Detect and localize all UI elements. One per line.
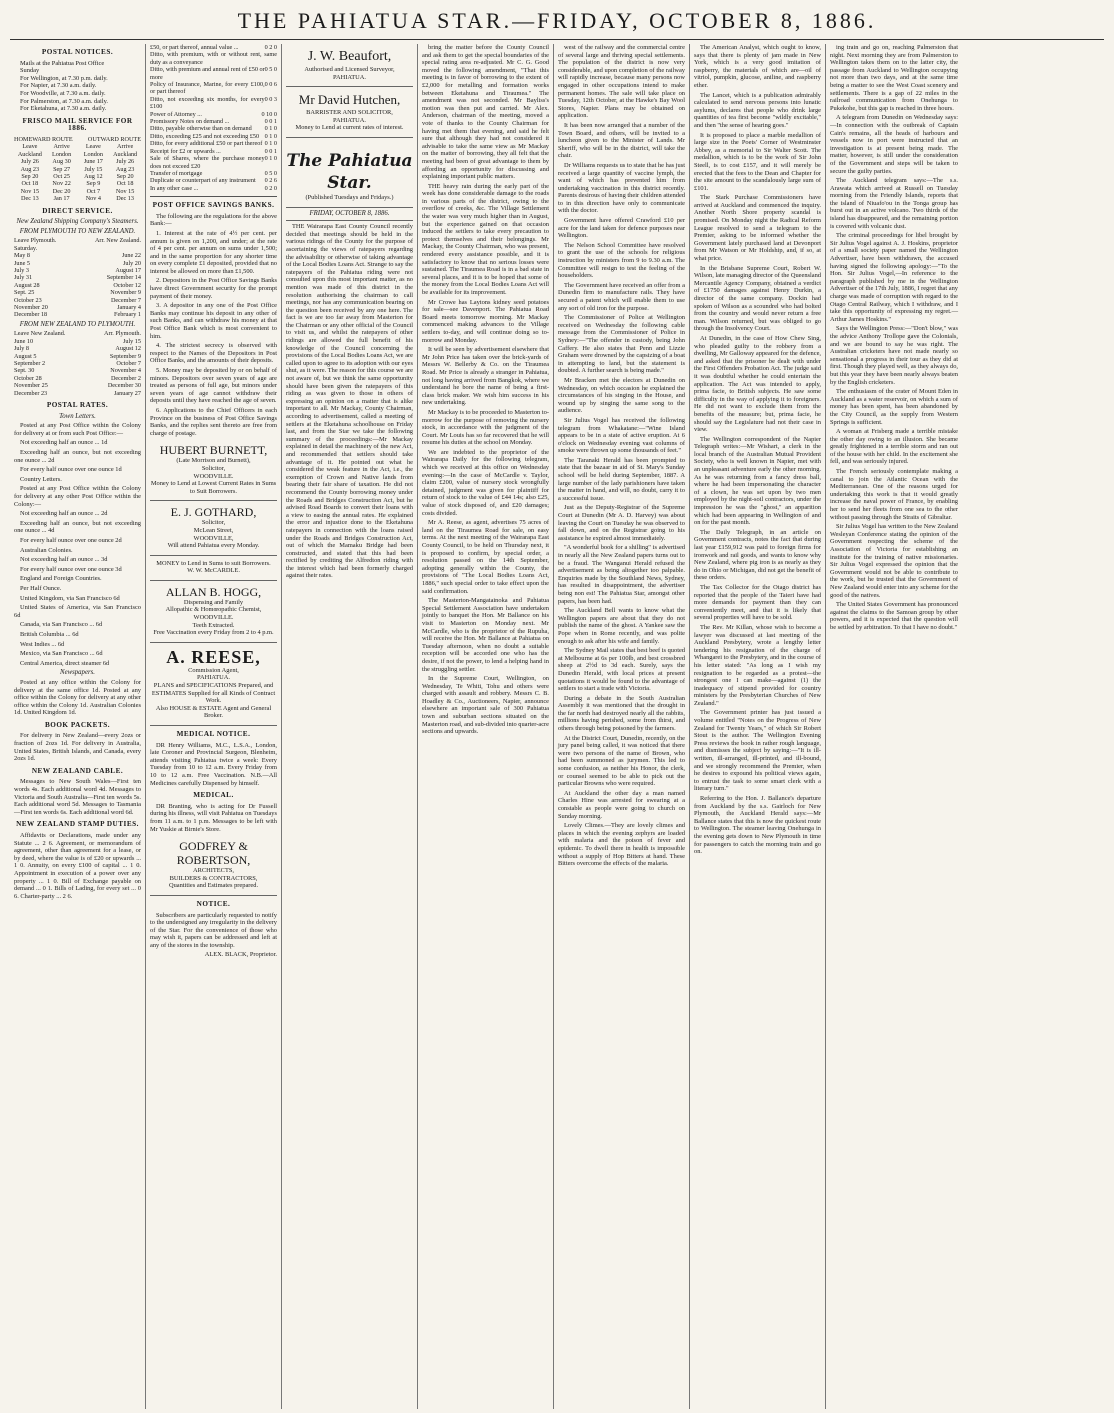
table-cell: July 20 <box>122 259 141 267</box>
table-cell: Jan 17 <box>53 195 70 203</box>
table-row <box>14 311 141 318</box>
col4-para-8: The Masterton-Mangatainoka and Pahiatua Special Settlement Association have undertaken jointly to banquet the Hon. Mr Ballance on his visit to Masterton on Monday next. Mr McCardle, who is the proprietor of the Rupuha, will receive the Hon. Mr Ballance at Pahiatua on Tuesday afternoon, when no doubt a suitable reception will be accorded one who has the desire, if not the power, to lend a helping hand in the struggling settler. <box>422 597 549 673</box>
table-row <box>14 237 141 244</box>
table-cell: Saturday. <box>14 244 38 252</box>
table-cell: July 15 <box>84 165 103 173</box>
list-line: For Napier, at 7.30 a.m. daily. <box>20 82 97 90</box>
table-row <box>14 173 141 180</box>
stamp-duties-heading: NEW ZEALAND STAMP DUTIES. <box>16 820 139 829</box>
col5-para-1: west of the railway and the commercial centre of several large and thriving special settlements. The population of the district is now very considerable, and upon completion of the railway will rapidly increase, because many persons now engaged in other occupations intend to make permanent homes. The sale will take place on Tuesday, 12th October, at the Hawke's Bay Wool Stores, Napier. Plans may be obtained on application. <box>558 44 685 120</box>
col4-para-1: bring the matter before the County Council and ask them to get the special boundaries of the special rating area re-adjusted. Mr C. G. Good moved the following amendment, "That this meeting is in favor of borrowing to the extent of £2,000 for metalling and formation works between Eketahuna and Tiraumea." The amendment was not seconded. Mr Bayliss's motion was then put and carried. Mr Alex. Anderson, chairman of the meeting, moved a vote of thanks to the County Chairman for having met them that evening, and said he felt sure that although they had not considered it advisable to take the same view as Mr Mackay on the matter of borrowing, they all felt that the meeting had been of great advantage to them by affording an opportunity for discussing and explaining important public matters. <box>422 44 549 181</box>
paragraph: Canada, via San Francisco ... 6d <box>20 621 103 629</box>
col5-para-4: Government have offered Crawford £10 per acre for the land taken for defence purposes near Wellington. <box>558 217 685 240</box>
col7-para-9: Sir Julius Vogel has written to the New Zealand Wesleyan Conference stating the opinion of the Government respecting the scheme of the Association of Victoria for establishing an institute for the training of native missionaries. Sir Julius Vogel expressed the opinion that the Government would not be able to contribute to the work, but he trusted that the Government of New Zealand would enter into any scheme for the good of the natives. <box>830 523 958 599</box>
table-row <box>150 96 277 111</box>
postal-notices-heading: POSTAL NOTICES. <box>41 48 114 56</box>
table-cell: Aug 23 <box>115 165 135 173</box>
col6-para-11: The Government printer has just issued a volume entitled "Notes on the Progress of New Zealand for Twenty Years," of which Sir Robert Stout is the author. The Wellington Evening Press reviews the book in rather rough language, and dismisses the subject by saying:—"It is ill-written, ill-arranged, ill-printed, and ill-bound, and we strongly recommend the Premier, when he desires to expound his political views again, to entrust the task to some smart clerk with a literary turn." <box>694 709 821 793</box>
table-cell: January 4 <box>117 304 141 312</box>
table-cell: June 17 <box>83 158 103 166</box>
cable-text: Messages to New South Wales—First ten words 4s. Each additional word 4d. Messages to Victoria and South Australia—First ten words 5s. Each additional word 5d. Messages to Tasmania—First ten words 6s. Each additional word 6d. <box>14 778 141 816</box>
table-cell: Auckland <box>17 150 42 158</box>
column-5 <box>554 44 690 1409</box>
col5-para-11: Just as the Deputy-Registrar of the Supreme Court at Dunedin (Mr A. D. Harvey) was about leaving the Court on Tuesday he was observed to fall down, and on the Registrar going to his assistance he expired almost immediately. <box>558 504 685 542</box>
table-cell: Auckland <box>113 150 138 158</box>
table-row <box>14 345 141 352</box>
column-2 <box>146 44 282 1409</box>
paragraph: West Indies ... 6d <box>20 640 65 648</box>
editorial: THE Wairarapa East County Council recently decided that meetings should be held in the various ridings of the County for the purpose of ascertaining the views of ratepayers regarding the advisability or otherwise of taking advantage of the Local Bodies Loans Act. Strange to say the ratepayers of the Pahiatua riding were not consulted upon this most important matter, as no mention was made of this district in the resolution authorising the chairman to call meetings, nor has any communication bearing on the question been received by any one here. The fact is we are too far away from Masterton for the Chairman or any other official of the Council to visit us, and whilst the ratepayers of other ridings are allowed the full benefit of his knowledge of the Council concerning the provisions of the Local Bodies Loans Act, we are called upon to agree to its adoption with our eyes shut, as it were. The reason for this course we are not aware of, but we think the same opportunity should have been given the ratepayers of this riding as was given to those in others of expressing an opinion on a matter that is alike important to all. Mr Mackay, County Chairman, according to advertisement, called a meeting of settlers at the Eketahuna schoolhouse on Friday last, and from the Star we take the following summary of the proceedings:—Mr Mackay explained in detail the machinery of the new Act, and recommended that settlers should take advantage of it. He pointed out what he considered the weak feature in the Act, i.e., the exemption of Crown and Native lands from bearing their fair share of taxation. He did not recommend the County borrowing money under the Roads and Bridges Construction Act, but he advised Road Boards to convert their loans with a view to easing the annual rates. He explained the error and injustice done to the Eketahuna ratepayers in connection with the loans raised under the Roads and Bridges Construction Act, out of which the Mamaku Bridge had been constructed, and stated that this had been rectified by crediting the Alfredton riding with the interest which had been formerly charged against their rates. <box>286 223 413 580</box>
paragraph: Not exceeding half an ounce ... 1d <box>20 439 108 447</box>
table-cell: Nov 22 <box>52 180 71 188</box>
frisco-header: HOMEWARD ROUTE OUTWARD ROUTE <box>14 135 141 143</box>
paragraph: Mexico, via San Francisco ... 6d <box>20 650 103 658</box>
paragraph: Not exceeding half an ounce ... 2d <box>20 510 108 518</box>
col4-para-6: We are indebted to the proprietor of the Wairarapa Daily for the following telegram, which we received at this office on Wednesday evening:—In the case of McCardle v. Taylor, claim £200, value of nursery stock wrongfully detained, judgment was given for plaintiff for return of stock to the value of £44 14s; also £25, value of stock disposed of, and £20 damages; costs divided. <box>422 448 549 517</box>
list-line: Sunday <box>20 67 40 75</box>
table-cell: October 28 <box>14 374 42 382</box>
stamp-duties-continued <box>150 44 277 192</box>
table-cell: Leave New Zealand. <box>14 330 66 338</box>
table-row <box>14 297 141 304</box>
godfrey-ad: GODFREY & ROBERTSON, ARCHITECTS, BUILDERS & CONTRACTORS, Quantities and Estimates prepared. <box>150 835 277 896</box>
table-cell: Leave <box>22 143 38 151</box>
table-cell: 0 0 1 <box>264 147 277 155</box>
table-row <box>14 245 141 252</box>
column-6 <box>690 44 826 1409</box>
table-cell: 0 1 0 <box>264 140 277 148</box>
nameplate: The Pahiatua Star. <box>286 150 413 193</box>
direct-service-table <box>14 237 141 318</box>
col5-para-2: It has been now arranged that a number of the Town Board, and others, will be invited to a luncheon given to the Minister of Lands. Mr Sheriff, who will be in the district, will take the chair. <box>558 121 685 160</box>
table-cell: Aug 23 <box>20 165 40 173</box>
col7-para-7: A woman at Frisberg made a terrible mistake the other day owing to an illusion. She became greatly frightened in a terrible storm and ran out of the house with her child. In the excitement she fell, and was seriously injured. <box>830 428 958 466</box>
newspapers-text: Posted at any office within the Colony for delivery at the same office 1d. Posted at any office within the Colony for delivery at any other office within the Colony 1d. Australian Colonies 1d. United Kingdom 1d. <box>14 678 141 717</box>
col6-para-3: It is proposed to place a marble medallion of large size in the Poets' Corner of Westminster Abbey, as a memorial to Sir Walter Scott. The medallion, which is to be the work of Sir John Steell, is to cost £157, and it will merely be erected that the fees to the Dean and Chapter for the site amount to the scandalously large sum of £101. <box>694 131 821 192</box>
col5-para-16: At the District Court, Dunedin, recently, on the jury panel being called, it was noticed that there were two persons of the name of Brown, who had been summoned as jurymen. This led to some confusion, as neither his Honor, the clerk, or counsel seemed to be able to pick out the particular Browns who were required. <box>558 734 685 788</box>
table-cell: 0 0 3 <box>264 95 277 103</box>
column-7 <box>826 44 962 1409</box>
table-cell: Oct 18 <box>21 180 39 188</box>
table-cell: July 26 <box>116 158 135 166</box>
table-cell: Dec 13 <box>116 195 134 203</box>
table-row <box>14 382 141 389</box>
table-row <box>14 260 141 267</box>
table-cell: 0 0 1 <box>264 118 277 126</box>
table-cell: Power of Attorney ... <box>150 110 202 118</box>
paragraph: Country Letters. <box>20 475 62 483</box>
paragraph: British Columbia ... 6d <box>20 630 79 638</box>
paragraph: 5. Money may be deposited by or on behalf of minors. Depositors over seven years of age are treated as persons of full age, but minors under seven years of age cannot withdraw their deposits until they have reached the age of seven. <box>150 367 277 405</box>
table-row <box>14 375 141 382</box>
col5-para-9: Sir Julius Vogel has received the following telegram from Whakatane:—"Wine Island appears to be in a state of active eruption. At 6 o'clock on Wednesday evening vast columns of smoke were thrown up some thousands of feet." <box>558 416 685 455</box>
col7-para-6: The enthusiasm of the crater of Mount Eden in Auckland as a water reservoir, on which a sum of money has been spent, has been abandoned by the City Council, as the supply from Western Springs is sufficient. <box>830 388 958 426</box>
table-cell: June 5 <box>14 259 30 267</box>
notice-heading: NOTICE. <box>196 899 231 908</box>
paragraph: The following are the regulations for the above Bank:— <box>150 212 277 228</box>
paragraph: Australian Colonies. <box>20 546 73 554</box>
postal-rates-text <box>14 422 141 667</box>
paragraph: For every half ounce over one ounce 1d <box>20 466 122 474</box>
table-row <box>150 155 277 170</box>
table-cell: Promissory Notes on demand ... <box>150 118 230 126</box>
frisco-heading: FRISCO MAIL SERVICE FOR 1886. <box>22 116 133 133</box>
col6-para-5: In the Brisbane Supreme Court, Robert W. Wilson, late managing director of the Queensland Mercantile Agency Company, obtained a verdict of £1750 damages against Henry Durkin, a director of the same company. Dockin had spoken of Wilson as a scoundrel who had bolted from the country and would never return a free man. Wilson returned, but was obliged to go through the Insolvency Court. <box>694 264 821 333</box>
table-cell: August 28 <box>14 281 40 289</box>
table-cell: Sept. 25 <box>14 289 35 297</box>
table-cell: Leave Plymouth. <box>14 237 57 245</box>
postal-rates-heading: POSTAL RATES. <box>46 401 109 410</box>
table-row <box>150 66 277 81</box>
table-row <box>150 51 277 66</box>
paragraph: United Kingdom, via San Francisco 6d <box>20 594 120 602</box>
list-line: Mails at the Pahiatua Post Office <box>20 59 105 67</box>
table-cell: December 23 <box>14 389 48 397</box>
table-cell: January 27 <box>114 389 141 397</box>
table-cell: August 5 <box>14 352 37 360</box>
col5-para-6: The Government have received an offer from a Dunedin firm to manufacture rails. They have secured a patent which will enable them to use any sort of old iron for the purpose. <box>558 281 685 312</box>
table-cell: July 26 <box>20 158 39 166</box>
table-cell: 0 2 0 <box>264 44 277 51</box>
table-row <box>14 360 141 367</box>
columns <box>10 44 1104 1409</box>
table-cell: December 2 <box>110 374 141 382</box>
col4-para-3: Mr Crowe has Laytons kidney seed potatoes for sale—see Davenport. The Pahiatua Road Board meets tomorrow morning. Mr Mackay commenced making advances to the Village settlers to-day, and will continue doing so to-morrow and Monday. <box>422 298 549 344</box>
paragraph: 4. The strictest secrecy is observed with respect to the Names of the Depositors in Post Office Banks, and the amounts of their deposits. <box>150 342 277 365</box>
table-row <box>150 125 277 132</box>
col4-para-9: In the Supreme Court, Wellington, on Wednesday, Te Whiti, Tohu and others were charged with assault and robbery. Messrs C. B. Hoadley & Co., Auctioneers, Napier, announce elsewhere an important sale of 300 Pahiatua town and suburban sections situated on the Masterton road, and sub-divided into quarter-acre sections and upwards. <box>422 675 549 736</box>
table-cell: July 8 <box>14 345 29 353</box>
table-cell: 0 1 0 <box>264 132 277 140</box>
table-cell: Sept. 30 <box>14 367 35 375</box>
col7-para-8: The French seriously contemplate making a canal to join the Atlantic Ocean with the Mediterranean. One of the reasons urged for undertaking this work is that it would greatly increase the naval power of France, by enabling her to send her fleets from one sea to the other without passing through the Straits of Gibraltar. <box>830 468 958 521</box>
table-cell: July 15 <box>122 337 141 345</box>
table-cell: Sep 20 <box>21 172 39 180</box>
nameplate-sub: (Published Tuesdays and Fridays.) <box>305 193 394 201</box>
table-row <box>14 330 141 337</box>
notice-text: Subscribers are particularly requested to notify to the undersigned any irregularity in the delivery of the Star. For the convenience of those who may wish it, papers can be addressed and left at any of the stores in the township. <box>150 911 277 949</box>
medical-notice-heading: MEDICAL NOTICE. <box>176 730 251 738</box>
list-line: For Woodville, at 7.30 a.m. daily. <box>20 89 106 97</box>
table-cell: August 12 <box>115 345 141 353</box>
paragraph: Per Half Ounce. <box>20 584 62 592</box>
table-cell: 0 10 0 <box>261 110 277 118</box>
table-row <box>14 143 141 150</box>
table-row <box>14 274 141 281</box>
savings-bank-text <box>150 213 277 438</box>
table-row <box>14 151 141 158</box>
table-cell: Aug 30 <box>52 158 71 166</box>
col5-para-12: "A wonderful book for a shilling" is advertised in nearly all the New Zealand papers turns out to be a fraud. The Wanganui Herald refused the advertisement as being altogether too palpable. Enquiries made by the Southland News, Sydney, has resulted in disappointment, the advertiser being non est! The Pahiatua Star, amongst other papers, has been had. <box>558 544 685 605</box>
table-cell: London <box>83 150 103 158</box>
medical-heading: MEDICAL. <box>193 791 234 800</box>
paragraph: Exceeding half an ounce, but not exceeding one ounce ... 4d <box>14 519 141 535</box>
col5-para-8: Mr Bracken met the electors at Dunedin on Wednesday, on which occasion he explained the circumstances of his singing in the House, and wound up by singing the same song to the audience. <box>558 376 685 415</box>
table-cell: February 1 <box>114 311 141 319</box>
table-row <box>150 81 277 96</box>
hutchen-ad: Mr David Hutchen, BARRISTER AND SOLICITOR, PAHIATUA. Money to Lend at current rates of interest. <box>286 87 413 138</box>
col4-para-4: It will be seen by advertisement elsewhere that Mr John Price has taken over the brick-yards of Messrs W. Bellerby & Co. on the Tiraumea Road. Mr Price is already a stranger in Pahiatua, not long having arrived from Bangkok, where we understand he bore the name of being a first-class brick maker. We wish him success in his new undertaking. <box>422 346 549 407</box>
table-cell: Nov 15 <box>115 187 135 195</box>
col7-para-3: The Auckland telegram says:—The s.s. Arawata which arrived at Russell on Tuesday morning from the Friendly Islands, reports that the island of Niuafo'ou in the Tonga group has burst out in an active volcano. Two thirds of the island has disappeared, and the remaining portion is covered with volcanic dust. <box>830 177 958 230</box>
direct-service-heading: DIRECT SERVICE. <box>42 206 113 215</box>
col7-para-1: ing train and go on, reaching Palmerston that night. Next morning they are from Palmerston to Wellington takes them on to the latter city, the passage from Auckland to Wellington occupying not more than two days, and at the same time being a matter to see the West Coast scenery and settlements. There is a gap of 22 miles in the railroad communication from Onehunga to Pukekohe, but this gap is reached in three hours. <box>830 44 958 112</box>
col6-para-2: The Lancet, which is a publication admirably calculated to send nervous persons into lunatic asylums, declares that people who drink large quantities of tea first become "wildly excitable," and then "the sense of hearing goes." <box>694 91 821 129</box>
col6-para-9: The Tax Collector for the Otago district has reported that the people of the Taieri have had more demands for payment than they can conveniently meet, and that it is likely that several properties will have to be sold. <box>694 583 821 622</box>
table-cell: November 20 <box>14 304 48 312</box>
col5-para-7: The Commissioner of Police at Wellington received on Wednesday the following cable message from the Commissioner of Police in Sydney:—"The offender in custody, being John Caffery. He also states that Penn and Lizzie Graham were drowned by the capsizing of a boat in attempting to land, but the statement is doubted. A further search is being made." <box>558 314 685 375</box>
table-cell: June 10 <box>14 337 34 345</box>
table-cell: Ditto, payable otherwise than on demand <box>150 125 252 133</box>
table-row <box>150 44 277 51</box>
col6-para-7: The Wellington correspondent of the Napier Telegraph writes:—Mr Wishart, a clerk in the local branch of the Australian Mutual Provident Society, who is well known in Napier, met with an unpleasant adventure early the other morning. As he was returning from a fancy dress ball, where he had been impersonating the character of a clown, he was set upon by two men employed by the night-soil contractors, under the impression he was the "ghost," an apparition which had been appearing in Wellington of and on for the past month. <box>694 435 821 527</box>
table-cell: Sep 27 <box>53 165 71 173</box>
col5-para-17: At Auckland the other day a man named Charles Hine was arrested for swearing at a constable as people were going to church on Sunday morning. <box>558 789 685 820</box>
mccardle-ad: MONEY to Lend in Sums to suit Borrowers. W. W. McCARDLE. <box>150 556 277 581</box>
paragraph: For every half ounce over one ounce 2d <box>20 537 122 544</box>
col7-para-4: The criminal proceedings for libel brought by Sir Julius Vogel against A. J. Hoskins, proprietor of a small society paper named the Wellington Advertiser, have been withdrawn, the accused having signed the following apology:—"To the Hon. Sir Julius Vogel,—In reference to the paragraph published by me in the Wellington Advertiser of the 17th July, 1886, I regret that any charge was made of corruption with regard to the Otago Central Railway, which I withdraw, and I take this opportunity of expressing my regret.—Arthur James Hoskins." <box>830 232 958 323</box>
col5-para-14: The Sydney Mail states that best beef is quoted at Melbourne at 6s per 100lb, and best crossbred sheep at 2½d to 3d each. Surely, says the Dunedin Herald, with local prices at present quotations it would be found to the advantage of settlers to start a trade with Victoria. <box>558 647 685 693</box>
table-cell: Ditto, with premium, with or without rent, same duty as a conveyance <box>150 51 277 66</box>
table-cell: Oct 25 <box>53 172 70 180</box>
table-cell: Sale of Shares, where the purchase money does not exceed £20 <box>150 155 265 170</box>
table-cell: Sep 9 <box>86 180 101 188</box>
table-cell: October 23 <box>14 296 42 304</box>
table-row <box>14 158 141 165</box>
table-row <box>150 111 277 118</box>
table-cell: Ditto, for every additional £50 or part thereof <box>150 140 263 148</box>
dateline: FRIDAY, OCTOBER 8, 1886. <box>286 210 413 222</box>
table-cell: July 3 <box>14 267 29 274</box>
col5-para-5: The Nelson School Committee have resolved to grant the use of the schools for religious instruction by ministers from 9 to 9.30 a.m. The Committee will resign to test the feeling of the householders. <box>558 241 685 280</box>
notice-sign: ALEX. BLACK, Proprietor. <box>204 951 277 959</box>
table-row <box>14 289 141 296</box>
table-row <box>14 252 141 259</box>
table-cell: Duplicate or counterpart of any instrument <box>150 177 256 185</box>
table-row <box>14 180 141 187</box>
table-cell: November 9 <box>110 289 141 297</box>
table-cell: London <box>52 150 72 158</box>
postal-rates-sub: Town Letters. <box>59 412 96 420</box>
table-cell: 0 5 0 <box>264 169 277 177</box>
table-cell: Oct 7 <box>86 187 101 195</box>
table-row <box>150 140 277 147</box>
table-cell: Ditto, with premium and annual rent of £50 or more <box>150 66 265 81</box>
table-cell: 0 1 0 <box>264 155 277 163</box>
nameplate-block <box>286 138 413 208</box>
table-cell: June 22 <box>121 252 141 260</box>
beaufort-ad: J. W. Beaufort, Authorised and Licensed Surveyor, PAHIATUA. <box>286 44 413 87</box>
table-cell: Arrive <box>117 143 134 151</box>
table-cell: 0 0 6 <box>264 81 277 89</box>
table-cell: Arr. New Zealand. <box>94 237 141 245</box>
table-cell: October 7 <box>116 360 141 368</box>
table-cell: Transfer of mortgage <box>150 169 203 177</box>
table-cell: July 31 <box>14 274 33 282</box>
col4-para-2: THE heavy rain during the early part of the week has done considerable damage to the roads in various parts of the district, owing to the overflow of creeks, &c. The Village Settlement the water was very much higher than in August, but the experience gained on that occasion induced the settlers to take every precaution to protect themselves and their belongings. Mr Mackay, the County Chairman, who was present, rendered every assistance possible, and it is satisfactory to know that no serious losses were sustained. The Tiraumea Road is in a bad state in several places, and it is to be hoped that some of the money from the Local Bodies Loans Act will be available for its improvement. <box>422 182 549 296</box>
return-service-header: FROM NEW ZEALAND TO PLYMOUTH. <box>19 320 136 328</box>
paragraph: United States of America, via San Francisco 6d <box>14 604 141 619</box>
book-packets-heading: BOOK PACKETS. <box>44 720 111 729</box>
paragraph: 2. Depositors in the Post Office Savings Banks have direct Government security for the prompt payment of their money. <box>150 277 277 300</box>
table-cell: Leave <box>85 143 101 151</box>
direct-service-header: FROM PLYMOUTH TO NEW ZEALAND. <box>19 227 136 235</box>
table-row <box>14 353 141 360</box>
table-cell: September 14 <box>106 274 141 282</box>
table-cell: Oct 18 <box>116 180 134 188</box>
paragraph: Not exceeding half an ounce ... 3d <box>20 556 108 564</box>
paragraph: Posted at any Post Office within the Colony for delivery at any other Post Office within the Colony:— <box>14 485 141 508</box>
column-1 <box>10 44 146 1409</box>
return-service-table <box>14 330 141 397</box>
paragraph: For every half ounce over one ounce 3d <box>20 565 122 573</box>
col6-para-1: The American Analyst, which ought to know, says that there is plenty of jam made in New York, which is a very good imitation of raspberry, the materials of which are—oil of vitriol, pumpkin, glucose, aniline, and raspberry ether. <box>694 44 821 89</box>
col7-para-10: The United States Government has pronounced against the claims to the Samoan group by other powers, and it is expected that the question will be settled by arbitration. To that I have no doubt." <box>830 601 958 631</box>
paragraph: 1. Interest at the rate of 4½ per cent. per annum is given on 1,200, and under; at the rate of 4 per cent. per annum on sums under 1,500; and in the same proportion for any shorter time on every complete £1 deposited, provided that no interest be allowed on more than £1,500. <box>150 229 277 275</box>
table-cell: December 18 <box>14 311 48 319</box>
reese-ad: A. REESE, Commission Agent, PAHIATUA. PLANS and SPECIFICATIONS Prepared, and ESTIMATES Supplied for all Kinds of Contract Work. Also HOUSE & ESTATE Agent and General Broker. <box>150 643 277 726</box>
table-cell: Sep 20 <box>116 172 134 180</box>
table-row <box>150 170 277 177</box>
table-row <box>150 177 277 184</box>
table-cell: Arrive <box>53 143 70 151</box>
book-packets-text: For delivery in New Zealand—every 2ozs or fraction of 2ozs 1d. For delivery in Australia, United States, British Islands, and Canada, every 2ozs 1d. <box>14 732 141 763</box>
col7-para-2: A telegram from Dunedin on Wednesday says:—In connection with the outbreak of Captain Cain's remains, all the heads of harbours and vessels now in port were instructed that an investigation is at present being made. The matter, however, is still under the consideration of the Government and steps will be taken to secure the guilty parties. <box>830 114 958 175</box>
col5-para-15: During a debate in the South Australian Assembly it was mentioned that the drought in the far north had destroyed nearly all the rabbits, millions having perished, some from thirst, and others through being poisoned by the farmers. <box>558 694 685 733</box>
frisco-table <box>14 143 141 202</box>
table-row <box>14 367 141 374</box>
col6-para-12: Referring to the Hon. J. Ballance's departure from Auckland by the s.s. Gairloch for New Plymouth, the Auckland Herald says:—Mr Ballance states that this is now the quickest route to Wellington. The steamer leaving Onehunga in the evening gets down to New Plymouth in time for passengers to catch the morning train and go on. <box>694 795 821 856</box>
newspapers-heading: Newspapers. <box>60 669 95 677</box>
col6-para-4: The Stark Purchase Commissioners have arrived at Auckland and commenced the inquiry. Another North Shore property scandal is promised. On Monday night the Radical Reform League resolved to send a telegram to the Premier, asking to be informed whether the Government lately purchased land at Devonport from Mr Watson or Mr Holdship, and, if so, at what price. <box>694 194 821 263</box>
table-cell: December 30 <box>107 382 141 390</box>
table-cell: September 2 <box>14 360 46 368</box>
table-cell: Nov 4 <box>85 195 102 203</box>
table-cell: November 25 <box>14 382 48 390</box>
col6-para-8: The Daily Telegraph, in an article on Government contracts, notes the fact that during last year £159,912 was paid to foreign firms for ironwork and rail goods, and wants to know why New Zealand, where pig iron is as nearly as they do in Ohio or Michigan, did not get the benefit of these orders. <box>694 528 821 582</box>
table-row <box>14 166 141 173</box>
table-cell: 0 2 6 <box>264 177 277 185</box>
table-cell: 0 5 0 <box>264 66 277 74</box>
hogg-ad: ALLAN B. HOGG, Dispensing and Family Allopathic & Homœopathic Chemist, WOODVILLE. Teeth Extracted. Free Vaccination every Friday from 2 to 4 p.m. <box>150 581 277 643</box>
col5-para-3: Dr Williams requests us to state that he has just received a large quantity of vaccine lymph, the want of which has prevented him from undertaking vaccination in this district recently. Parents desirous of having their children attended to in this direction have only to communicate with the doctor. <box>558 161 685 215</box>
paragraph: Central America, direct steamer 6d <box>20 659 110 667</box>
table-cell: £50, or part thereof, annual value ... <box>150 44 239 51</box>
table-row <box>14 267 141 274</box>
direct-service-sub: New Zealand Shipping Company's Steamers. <box>16 218 139 226</box>
table-cell: December 7 <box>110 296 141 304</box>
paragraph: Posted at any Post Office within the Colony for delivery at or from such Post Office:— <box>14 422 141 437</box>
table-cell: May 8 <box>14 252 30 260</box>
table-row <box>14 282 141 289</box>
masthead: THE PAHIATUA STAR.—FRIDAY, OCTOBER 8, 1886. <box>10 6 1104 40</box>
medical-notice-text: DR Henry Williams, M.C., L.S.A., London, late Coroner and Provincial Surgeon, Blenheim, attends visiting Pahiatua twice a week: Every Tuesday from 10 to 12 a.m. Every Friday from 10 to 12 a.m. Free Vaccination. N.B.—All Medicines carefully Dispensed by himself. <box>150 741 277 787</box>
table-cell: Policy of Insurance, Marine, for every £100, or part thereof <box>150 81 265 96</box>
table-cell: Ditto, exceeding £25 and not exceeding £50 <box>150 132 260 140</box>
table-cell: November 4 <box>110 367 141 375</box>
gothard-ad: E. J. GOTHARD, Solicitor, McLean Street, WOODVILLE, Will attend Pahiatua every Monday. <box>150 501 277 555</box>
col4-para-7: Mr A. Reese, as agent, advertises 75 acres of land on the Tiraumea Road for sale, on easy terms. At the next meeting of the Wairarapa East County Council, to be held on Thursday next, it is proposed to confirm, by special order, a resolution passed on the 14th September, adopting generally within the County, the provisions of "The Local Bodies Loans Act, 1886," such special order to take effect upon the said confirmation. <box>422 519 549 595</box>
table-cell: Receipt for £2 or upwards ... <box>150 147 221 155</box>
list-line: For Wellington, at 7.30 p.m. daily. <box>20 74 108 82</box>
table-cell: Dec 13 <box>21 195 39 203</box>
table-row <box>14 195 141 202</box>
paragraph: 3. A depositor in any one of the Post Office Banks may continue his deposit in any other of such Banks, and can withdraw his money at that Post Office Bank which is most convenient to him. <box>150 302 277 340</box>
table-row <box>150 133 277 140</box>
cable-heading: NEW ZEALAND CABLE. <box>31 766 124 775</box>
medical-text: DR Branting, who is acting for Dr Fussell during his illness, will visit Pahiatua on Tuesdays from 11 a.m. to 1 p.m. Messages to be left with Mr Yuskie at Birnie's Store. <box>150 802 277 833</box>
table-row <box>14 338 141 345</box>
table-row <box>150 148 277 155</box>
stamp-duties-text: Affidavits or Declarations, made under any Statute ... 2 6. Agreement, or memorandum of agreement, other than agreement for a lease, or by deed, where the value is of £20 or upwards ... 1 0. Annuity, on every £100 of capital ... 1 0. Appointment in execution of a power over any property ... 1 0. Bill of Exchange payable on demand ... 0 1. Bills of Lading, for every set ... 0 6. Charter-party ... 2 6. <box>14 832 141 900</box>
table-cell: Dec 20 <box>52 187 71 195</box>
list-line: For Palmerston, at 7.30 a.m. daily. <box>20 97 108 105</box>
list-line: For Eketahuna, at 7.30 a.m. daily. <box>20 105 107 113</box>
col6-para-10: The Rev. Mr Killan, whose wish to become a lawyer was discussed at last meeting of the Auckland Presbytery, wrote a lengthy letter tendering his resignation of the charge of Whangarei to the Presbytery, and in the course of his letter stated: "As long as I wish my resignation to be regarded as a protest—the strongest one I can make—against (1) the inadequacy of stipend provided for country ministers by the Presbyterian Churches of New Zealand." <box>694 623 821 707</box>
col5-para-18: Lovely Climes.—They are lovely climes and places in which the evening zephyrs are loaded with malaria and the poison of fever and epidemic. To dwell there in health is impossible without a supply of Hop Bitters at hand. These Bitters overcome the effects of the malaria. <box>558 822 685 868</box>
paragraph: England and Foreign Countries. <box>20 575 102 583</box>
paragraph: 6. Applications to the Chief Officers in each Province on the business of Post Office Savings Banks, and the replies sent thereto are free from charge of postage. <box>150 406 277 437</box>
table-cell: 0 2 0 <box>264 184 277 192</box>
column-4 <box>418 44 554 1409</box>
table-row <box>150 118 277 125</box>
table-cell: Aug 12 <box>84 172 103 180</box>
table-cell: August 17 <box>115 267 141 274</box>
table-row <box>14 390 141 397</box>
table-row <box>14 188 141 195</box>
table-cell: Ditto, not exceeding six months, for every £100 <box>150 95 265 111</box>
col6-para-6: At Dunedin, in the case of How Chew Sing, who pleaded guilty to the robbery from a dwelling, Mr Galloway appeared for the defence, and asked that the prisoner be dealt with under the First Offenders Probation Act. The judge said it was doubtful whether he could entertain the application. The Act was intended to apply, prima facie, to British subjects. He saw some difficulty in the way of applying it to foreigners. He did not want to exclude them from the benefits of the measure; but, prima facie, he should say the Legislature had not their case in view. <box>694 334 821 434</box>
postal-lines <box>14 60 141 113</box>
table-cell: Nov 15 <box>20 187 40 195</box>
table-cell: Arr. Plymouth. <box>104 330 141 338</box>
table-cell: 0 1 0 <box>264 125 277 133</box>
col4-para-5: Mr Mackay is to be proceeded to Masterton to-morrow for the purpose of removing the nursery stock, in accordance with the judgment of the Court. Mr Louis has so far recovered that he will resume his duties at the school on Monday. <box>422 408 549 447</box>
col5-para-13: The Auckland Bell wants to know what the Wellington papers are about that they do not publish the name of the ghost. A Yankee saw the Pope when in Rome recently, and was polite enough to ask after his wife and family. <box>558 607 685 645</box>
table-cell: October 12 <box>113 281 141 289</box>
col7-para-5: Says the Wellington Press:—"Don't blow," was the advice Anthony Trollope gave the Colonials, and we are bound to say he was right. The Australian cricketers have not made nearly so sensational a progress in their tour as they did at first. Though they played well, as they always do, but this year they have been nearly always beaten by the English cricketers. <box>830 325 958 386</box>
paragraph: Exceeding half an ounce, but not exceeding one ounce ... 2d <box>14 449 141 464</box>
table-row <box>150 185 277 192</box>
col5-para-10: The Taranaki Herald has been prompted to state that the bazaar in aid of St. Mary's Sunday school will be held during September, 1887. A large number of the lady parishioners have taken the matter in hand, and will, no doubt, carry it to a successful issue. <box>558 456 685 502</box>
table-row <box>14 304 141 311</box>
table-cell: In any other case ... <box>150 184 199 192</box>
table-cell: September 9 <box>109 352 141 360</box>
burnett-ad: HUBERT BURNETT, (Late Morrison and Burnett), Solicitor, WOODVILLE. Money to Lend at Lowest Current Rates in Sums to Suit Borrowers. <box>150 439 277 501</box>
column-3 <box>282 44 418 1409</box>
savings-bank-heading: POST OFFICE SAVINGS BANKS. <box>152 201 275 210</box>
